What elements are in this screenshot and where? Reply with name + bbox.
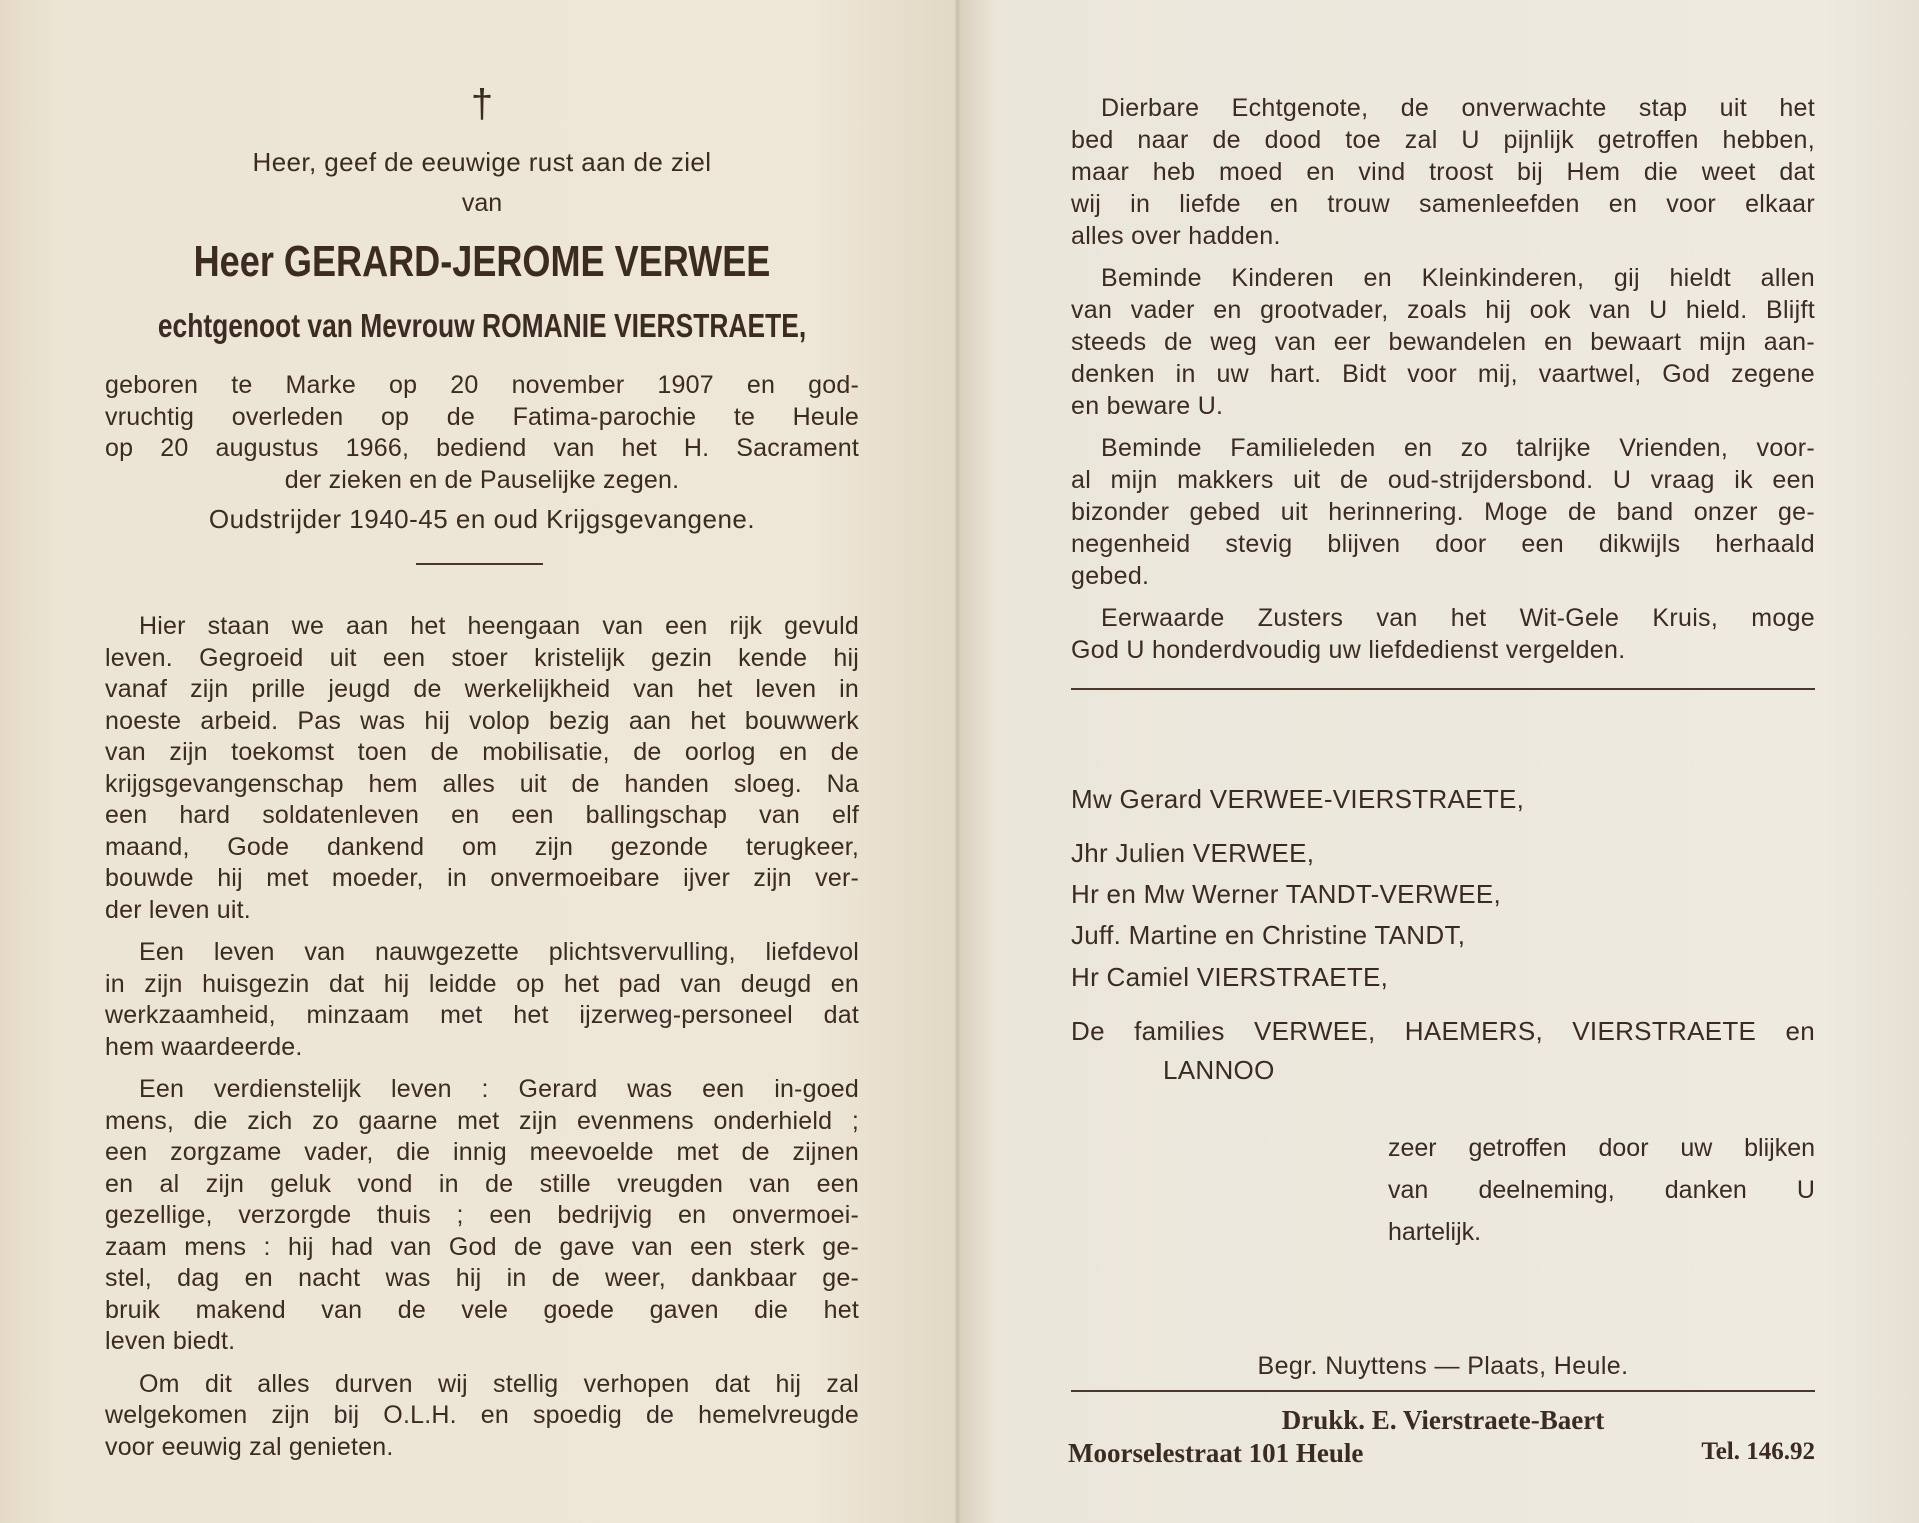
text-line: gezellige, verzorgde thuis ; een bedrijvig en onvermoei- bbox=[105, 1201, 859, 1229]
families-line: De families VERWEE, HAEMERS, VIERSTRAETE en bbox=[1071, 1016, 1815, 1046]
text-line: mens, die zich zo gaarne met zijn evenmens onderhield ; bbox=[105, 1106, 859, 1135]
paragraph bbox=[105, 937, 859, 1063]
prayer-line: Heer, geef de eeuwige rust aan de ziel bbox=[252, 147, 712, 177]
text-line: van vader en grootvader, zoals hij ook van U hield. Blijft bbox=[1071, 296, 1815, 324]
right-body-text bbox=[1071, 92, 1815, 676]
family-member: Hr Camiel VIERSTRAETE, bbox=[1071, 962, 1389, 992]
undertaker: Begr. Nuyttens — Plaats, Heule. bbox=[1257, 1352, 1629, 1380]
text-line: een zorgzame vader, die innig meevoelde met de zijnen bbox=[105, 1138, 859, 1166]
text-line: maand, Gode dankend om zijn gezonde terugkeer, bbox=[105, 832, 859, 861]
thanks-line: van deelneming, danken U bbox=[1388, 1176, 1815, 1204]
bio-line: geboren te Marke op 20 november 1907 en god- bbox=[105, 371, 859, 399]
paragraph bbox=[1071, 92, 1815, 252]
text-line: noeste arbeid. Pas was hij volop bezig aan het bouwwerk bbox=[105, 706, 859, 735]
text-line: bed naar de dood toe zal U pijnlijk getroffen hebben, bbox=[1071, 126, 1815, 154]
text-line: negenheid stevig blijven door een dikwijls herhaald bbox=[1071, 530, 1815, 558]
text-line: God U honderdvoudig uw liefdedienst vergelden. bbox=[1071, 636, 1626, 664]
card-fold bbox=[955, 0, 961, 1523]
text-line: al mijn makkers uit de oud-strijdersbond. U vraag ik een bbox=[1071, 466, 1815, 494]
text-line: Beminde Kinderen en Kleinkinderen, gij hieldt allen bbox=[1101, 264, 1815, 292]
text-line: leven. Gegroeid uit een stoer kristelijk gezin kende hij bbox=[105, 643, 859, 672]
printer-phone: Tel. 146.92 bbox=[1701, 1438, 1815, 1465]
text-line: vanaf zijn prille jeugd de werkelijkheid van het leven in bbox=[105, 675, 859, 703]
text-line: Om dit alles durven wij stellig verhopen dat hij zal bbox=[139, 1369, 859, 1398]
text-line: een hard soldatenleven en een ballingschap van elf bbox=[105, 801, 859, 829]
text-line: steeds de weg van eer bewandelen en bewaart mijn aan- bbox=[1071, 328, 1815, 356]
text-line: stel, dag en nacht was hij in de weer, dankbaar ge- bbox=[105, 1264, 859, 1292]
divider bbox=[1071, 1390, 1815, 1392]
deceased-name: Heer GERARD-JEROME VERWEE bbox=[193, 237, 771, 286]
paragraph bbox=[1071, 602, 1815, 666]
text-line: welgekomen zijn bij O.L.H. en spoedig de hemelvreugde bbox=[105, 1401, 859, 1429]
text-line: werkzaamheid, minzaam met het ijzerweg-personeel dat bbox=[105, 1001, 859, 1029]
divider bbox=[1071, 688, 1815, 690]
bio-line: vruchtig overleden op de Fatima-parochie te Heule bbox=[105, 402, 859, 431]
thanks-block bbox=[1388, 1132, 1815, 1258]
paragraph bbox=[105, 1074, 859, 1358]
families-continued: LANNOO bbox=[1163, 1055, 1275, 1085]
family-member: Mw Gerard VERWEE-VIERSTRAETE, bbox=[1071, 784, 1525, 814]
text-line: alles over hadden. bbox=[1071, 222, 1281, 250]
family-member: Juff. Martine en Christine TANDT, bbox=[1071, 920, 1466, 950]
text-line: en al zijn geluk vond in de stille vreugden van een bbox=[105, 1169, 859, 1198]
text-line: hem waardeerde. bbox=[105, 1032, 303, 1061]
paragraph bbox=[105, 611, 859, 926]
text-line: zaam mens : hij had van God de gave van een sterk ge- bbox=[105, 1232, 859, 1261]
text-line: leven biedt. bbox=[105, 1327, 236, 1355]
text-line: Een leven van nauwgezette plichtsvervulling, liefdevol bbox=[139, 938, 859, 966]
divider bbox=[416, 563, 543, 565]
text-line: der leven uit. bbox=[105, 895, 251, 924]
text-line: Een verdienstelijk leven : Gerard was een in-goed bbox=[139, 1075, 859, 1103]
thanks-line: zeer getroffen door uw blijken bbox=[1388, 1134, 1815, 1162]
veteran-line: Oudstrijder 1940-45 en oud Krijgsgevangene. bbox=[208, 504, 756, 534]
printer-address: Moorselestraat 101 Heule bbox=[1068, 1438, 1364, 1468]
paragraph bbox=[105, 1369, 859, 1464]
text-line: wij in liefde en trouw samenleefden en voor elkaar bbox=[1071, 190, 1815, 218]
text-line: Beminde Familieleden en zo talrijke Vrienden, voor- bbox=[1101, 434, 1815, 462]
text-line: van zijn toekomst toen de mobilisatie, de oorlog en de bbox=[105, 738, 859, 766]
printer-name: Drukk. E. Vierstraete-Baert bbox=[1281, 1405, 1605, 1435]
text-line: Eerwaarde Zusters van het Wit-Gele Kruis, moge bbox=[1101, 604, 1815, 632]
text-line: voor eeuwig zal genieten. bbox=[105, 1432, 394, 1461]
bio-line: der zieken en de Pauselijke zegen. bbox=[284, 465, 680, 494]
cross-icon: † bbox=[470, 82, 494, 126]
text-line: en beware U. bbox=[1071, 392, 1224, 420]
text-line: Hier staan we aan het heengaan van een rijk gevuld bbox=[139, 612, 859, 640]
bio-line: op 20 augustus 1966, bediend van het H. Sacrament bbox=[105, 434, 859, 462]
text-line: Dierbare Echtgenote, de onverwachte stap uit het bbox=[1101, 94, 1815, 122]
text-line: maar heb moed en vind troost bij Hem die weet dat bbox=[1071, 158, 1815, 186]
left-body-text bbox=[105, 611, 859, 1474]
spouse-line: echtgenoot van Mevrouw ROMANIE VIERSTRAETE, bbox=[157, 307, 807, 344]
family-member: Jhr Julien VERWEE, bbox=[1071, 838, 1315, 868]
text-line: gebed. bbox=[1071, 562, 1150, 590]
text-line: bizonder gebed uit herinnering. Moge de band onzer ge- bbox=[1071, 498, 1815, 526]
thanks-line: hartelijk. bbox=[1388, 1218, 1482, 1246]
van-line: van bbox=[461, 189, 503, 217]
family-member: Hr en Mw Werner TANDT-VERWEE, bbox=[1071, 879, 1502, 909]
text-line: in zijn huisgezin dat hij leidde op het pad van deugd en bbox=[105, 969, 859, 998]
paragraph bbox=[1071, 432, 1815, 592]
bio-block bbox=[105, 370, 859, 496]
text-line: krijgsgevangenschap hem alles uit de handen sloeg. Na bbox=[105, 769, 859, 798]
text-line: denken in uw hart. Bidt voor mij, vaartwel, God zegene bbox=[1071, 360, 1815, 388]
paragraph bbox=[1071, 262, 1815, 422]
text-line: bouwde hij met moeder, in onvermoeibare ijver zijn ver- bbox=[105, 864, 859, 892]
text-line: bruik makend van de vele goede gaven die het bbox=[105, 1295, 859, 1324]
